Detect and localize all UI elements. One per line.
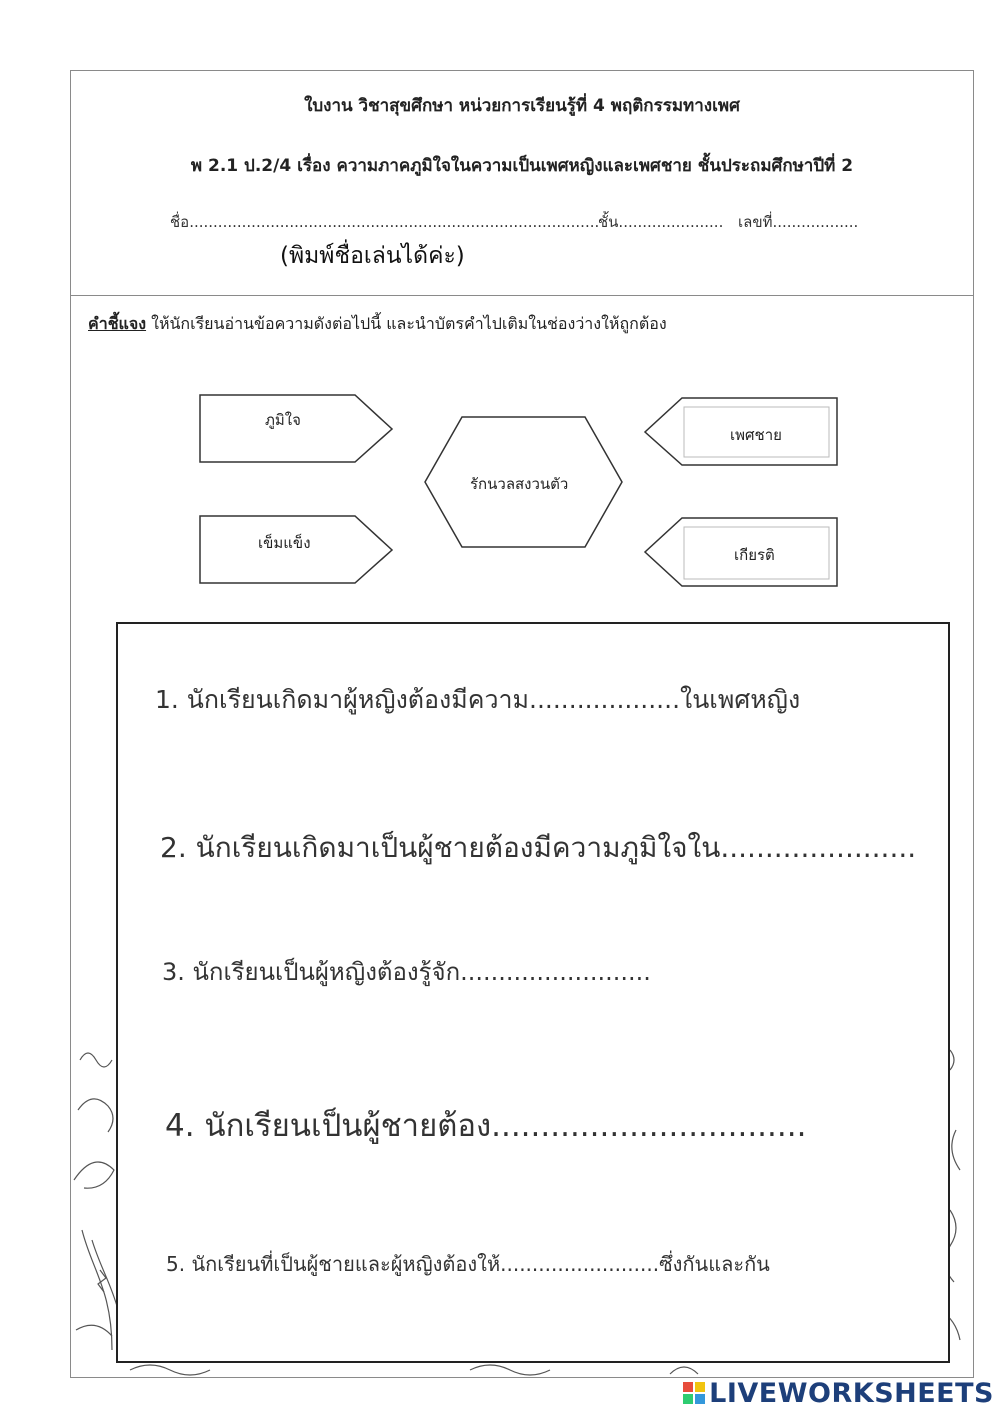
class-field[interactable]: ชั้น...................... — [598, 213, 724, 231]
question-3[interactable]: 3. นักเรียนเป็นผู้หญิงต้องรู้จัก......................... — [162, 958, 651, 986]
question-5[interactable]: 5. นักเรียนที่เป็นผู้ชายและผู้หญิงต้องให้.........................ซึ่งกันและกัน — [166, 1252, 770, 1276]
word-card-male[interactable]: เพศชาย — [730, 426, 782, 444]
name-field[interactable]: ชื่อ...................................................................................... — [170, 213, 600, 231]
nickname-hint: (พิมพ์ชื่อเล่นได้ค่ะ) — [280, 243, 465, 269]
liveworksheets-logo[interactable] — [683, 1378, 994, 1409]
word-card-honor[interactable]: เกียรติ — [734, 546, 775, 564]
worksheet-subtitle: พ 2.1 ป.2/4 เรื่อง ความภาคภูมิใจในความเป็นเพศหญิงและเพศชาย ชั้นประถมศึกษาปีที่ 2 — [190, 156, 854, 176]
question-1[interactable]: 1. นักเรียนเกิดมาผู้หญิงต้องมีความ...................ในเพศหญิง — [155, 685, 801, 714]
word-card-strong[interactable]: เข็มแข็ง — [258, 534, 311, 552]
question-4[interactable]: 4. นักเรียนเป็นผู้ชายต้อง................................ — [165, 1108, 807, 1144]
word-card-shapes — [0, 0, 1000, 620]
word-card-pride[interactable]: ภูมิใจ — [265, 411, 301, 429]
word-card-center[interactable]: รักนวลสงวนตัว — [470, 475, 569, 493]
question-2[interactable]: 2. นักเรียนเกิดมาเป็นผู้ชายต้องมีความภูมิใจใน...................... — [160, 831, 917, 864]
liveworksheets-icon — [683, 1382, 705, 1404]
worksheet-title: ใบงาน วิชาสุขศึกษา หน่วยการเรียนรู้ที่ 4 พฤติกรรมทางเพศ — [304, 96, 740, 116]
number-field[interactable]: เลขที่.................. — [738, 213, 859, 231]
instructions-label: คำชี้แจง — [88, 314, 147, 333]
brand-name: LIVEWORKSHEETS — [709, 1378, 994, 1409]
instructions-text: ให้นักเรียนอ่านข้อความดังต่อไปนี้ และนำบัตรคำไปเติมในช่องว่างให้ถูกต้อง — [146, 314, 667, 333]
